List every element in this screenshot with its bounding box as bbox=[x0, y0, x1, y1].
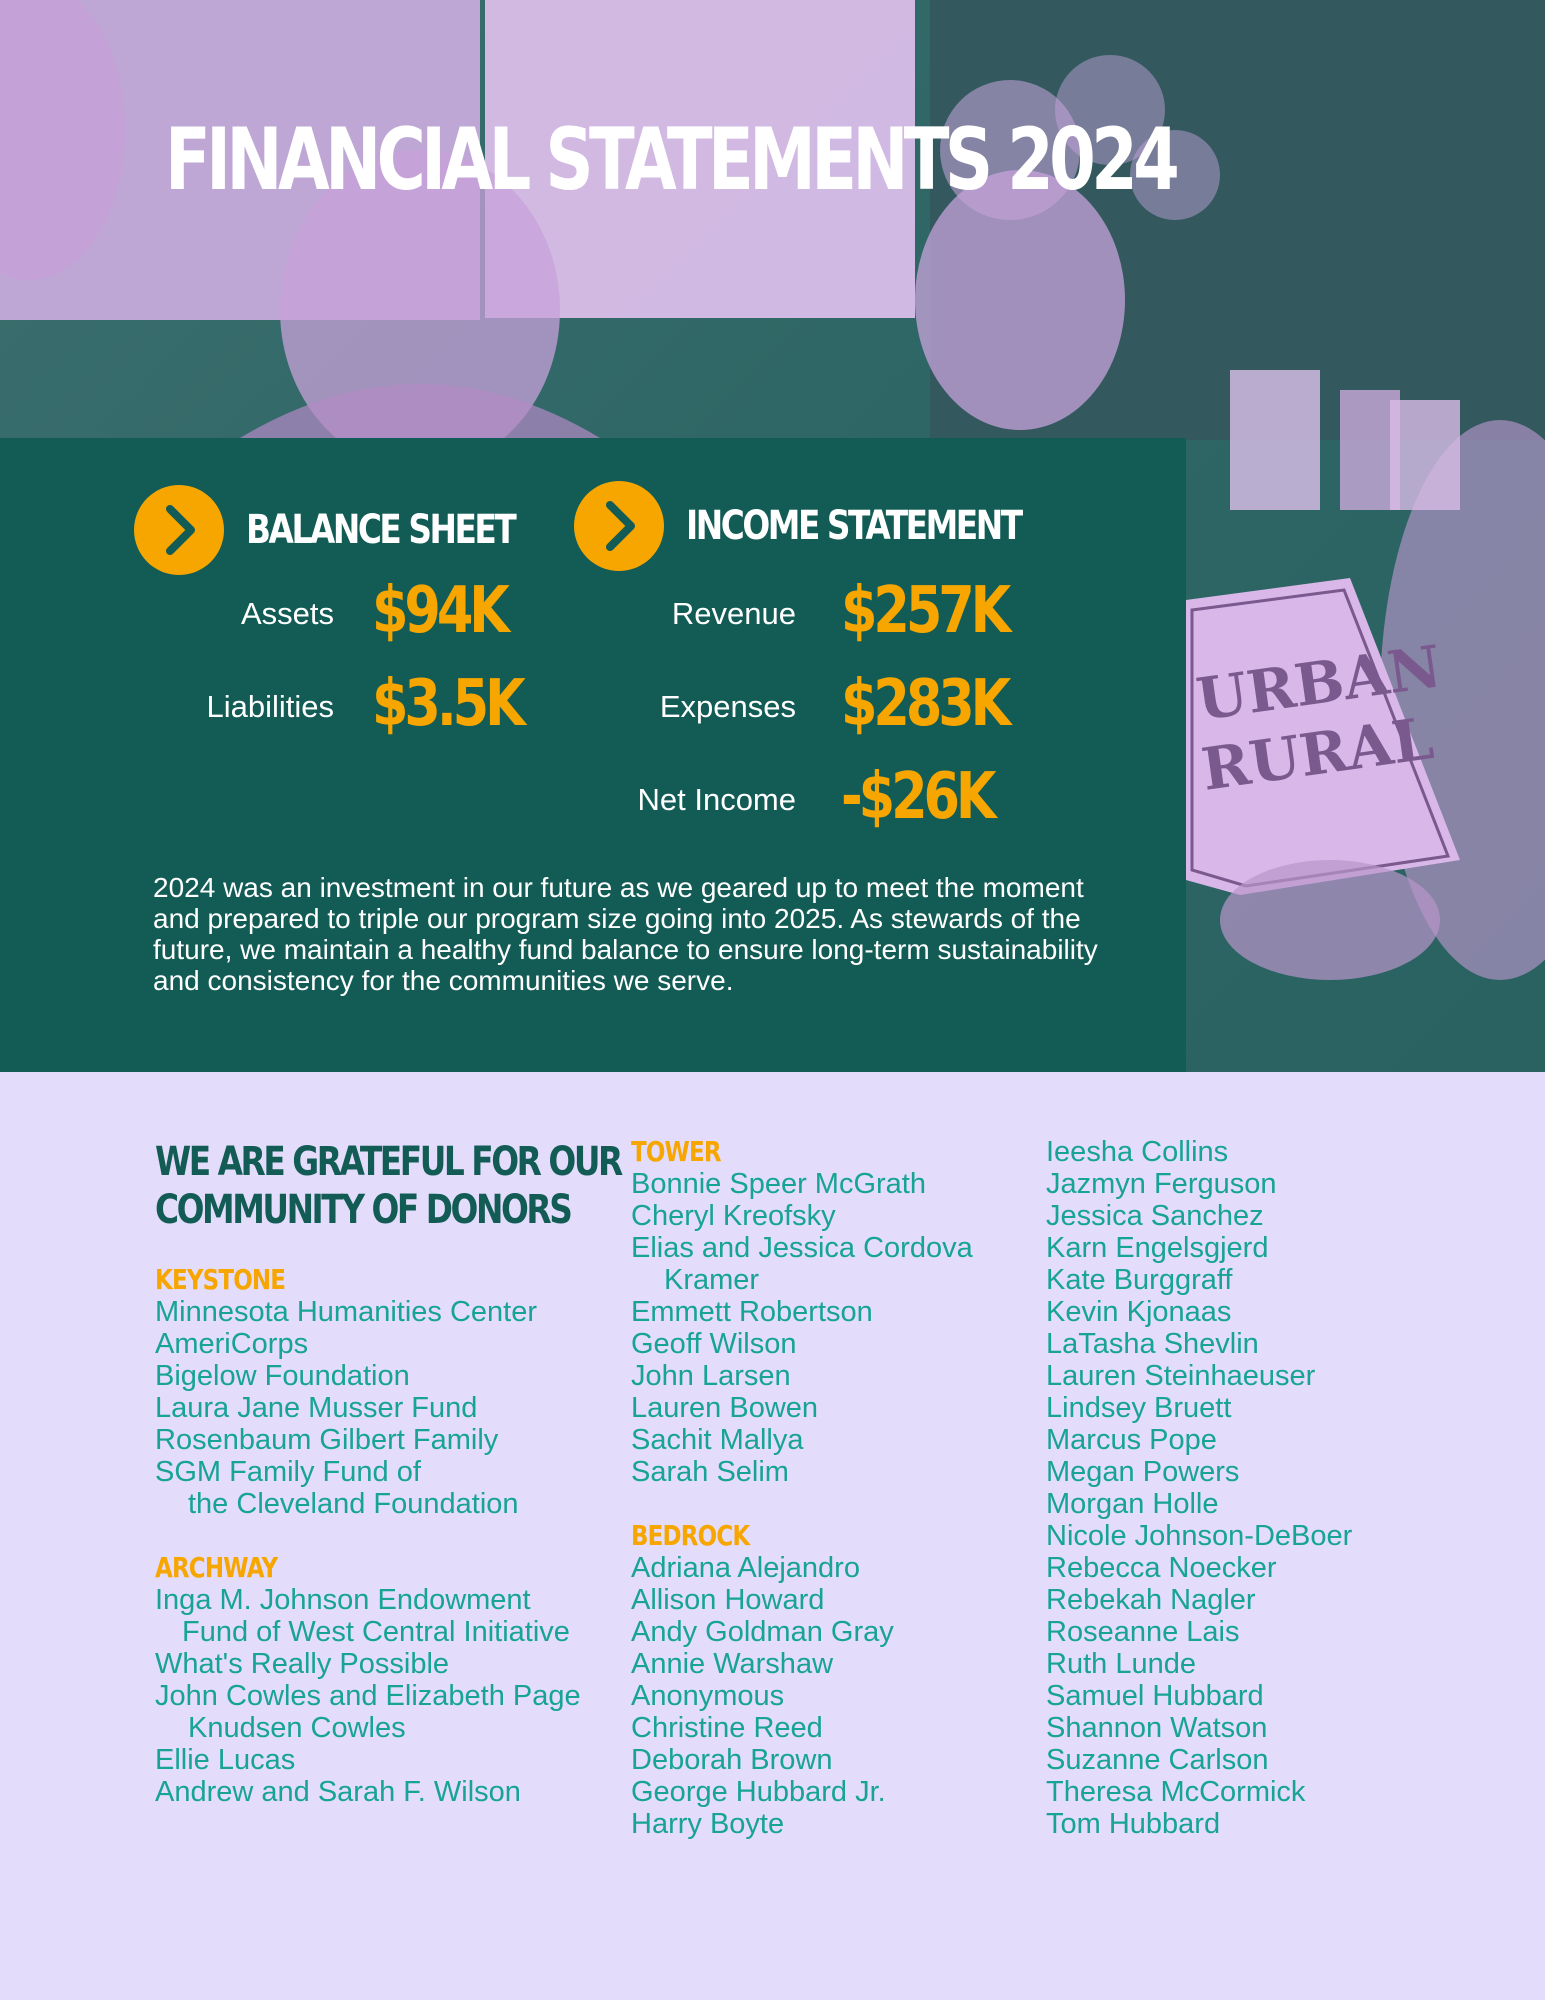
donor-name: Kevin Kjonaas bbox=[1046, 1296, 1232, 1328]
donor-name: Nicole Johnson-DeBoer bbox=[1046, 1520, 1353, 1552]
donor-name: Laura Jane Musser Fund bbox=[155, 1392, 478, 1424]
financial-summary: 2024 was an investment in our future as we geared up to meet the moment and prepared to triple our program size going into 2025. As stewards of the future, we maintain a healthy fund balance to ensure long-term sustainability and consistency for the communities we serve. bbox=[153, 872, 1098, 996]
donor-name: AmeriCorps bbox=[155, 1328, 309, 1360]
donor-name: Harry Boyte bbox=[631, 1808, 785, 1840]
donor-name: Rosenbaum Gilbert Family bbox=[155, 1424, 499, 1456]
donor-name: Geoff Wilson bbox=[631, 1328, 797, 1360]
donor-name: Emmett Robertson bbox=[631, 1296, 873, 1328]
donor-name: Anonymous bbox=[631, 1680, 785, 1712]
donor-name: Adriana Alejandro bbox=[631, 1552, 860, 1584]
liabilities-label: Liabilities bbox=[206, 689, 334, 724]
net-income-value: -$26K bbox=[841, 760, 993, 834]
donor-name: Bigelow Foundation bbox=[155, 1360, 410, 1392]
donor-name: Ellie Lucas bbox=[155, 1744, 296, 1776]
svg-text:RURAL: RURAL bbox=[1197, 704, 1438, 804]
expenses-value: $283K bbox=[841, 667, 1008, 741]
donor-name: Lindsey Bruett bbox=[1046, 1392, 1232, 1424]
expenses-label: Expenses bbox=[659, 689, 796, 724]
donor-column-2 bbox=[631, 1136, 973, 1840]
donor-name: Annie Warshaw bbox=[631, 1648, 834, 1680]
donor-name: Andy Goldman Gray bbox=[631, 1616, 894, 1648]
donor-name: Jazmyn Ferguson bbox=[1046, 1168, 1277, 1200]
donor-name: Rebekah Nagler bbox=[1046, 1584, 1256, 1616]
donor-name: Allison Howard bbox=[631, 1584, 825, 1616]
donor-name: Samuel Hubbard bbox=[1046, 1680, 1264, 1712]
donor-name: Christine Reed bbox=[631, 1712, 823, 1744]
assets-value: $94K bbox=[372, 574, 506, 648]
donors-title-line2: COMMUNITY OF DONORS bbox=[155, 1187, 571, 1233]
balance-sheet-title: BALANCE SHEET bbox=[246, 507, 515, 553]
donor-name: Bonnie Speer McGrath bbox=[631, 1168, 926, 1200]
svg-text:URBAN: URBAN bbox=[1192, 632, 1446, 734]
assets-label: Assets bbox=[240, 596, 334, 631]
net-income-label: Net Income bbox=[637, 782, 796, 817]
revenue-label: Revenue bbox=[671, 596, 796, 631]
donor-name: Elias and Jessica Cordova bbox=[631, 1232, 973, 1264]
donor-name: Sarah Selim bbox=[631, 1456, 789, 1488]
donor-name: SGM Family Fund of bbox=[155, 1456, 421, 1488]
donor-name: LaTasha Shevlin bbox=[1046, 1328, 1259, 1360]
balance-sheet-header bbox=[134, 485, 573, 575]
donor-name: Theresa McCormick bbox=[1046, 1776, 1306, 1808]
donor-name: George Hubbard Jr. bbox=[631, 1776, 886, 1808]
income-statement-header bbox=[574, 481, 1094, 571]
donor-name: Fund of West Central Initiative bbox=[182, 1616, 570, 1648]
donor-name: What's Really Possible bbox=[155, 1648, 450, 1680]
donor-column-1 bbox=[155, 1264, 581, 1808]
donors-title bbox=[155, 1138, 621, 1234]
donors-title-line1: WE ARE GRATEFUL FOR OUR bbox=[155, 1139, 621, 1185]
donor-name: Kramer bbox=[664, 1264, 760, 1296]
chevron-right-icon bbox=[574, 481, 664, 571]
donor-name: Megan Powers bbox=[1046, 1456, 1240, 1488]
donor-name: Marcus Pope bbox=[1046, 1424, 1217, 1456]
donor-name: Ruth Lunde bbox=[1046, 1648, 1196, 1680]
revenue-value: $257K bbox=[841, 574, 1008, 648]
chevron-right-icon bbox=[134, 485, 224, 575]
page-title: FINANCIAL STATEMENTS 2024 bbox=[165, 110, 1176, 210]
donor-name: Rebecca Noecker bbox=[1046, 1552, 1277, 1584]
donor-name: Cheryl Kreofsky bbox=[631, 1200, 836, 1232]
tier-label-keystone: KEYSTONE bbox=[155, 1263, 286, 1296]
donor-name: Minnesota Humanities Center bbox=[155, 1296, 538, 1328]
donor-name: Roseanne Lais bbox=[1046, 1616, 1240, 1648]
donor-name: John Larsen bbox=[631, 1360, 791, 1392]
donor-name: Lauren Bowen bbox=[631, 1392, 819, 1424]
donor-name: Andrew and Sarah F. Wilson bbox=[155, 1776, 521, 1808]
donor-name: Lauren Steinhaeuser bbox=[1046, 1360, 1316, 1392]
donor-name: Knudsen Cowles bbox=[188, 1712, 406, 1744]
donor-name: Tom Hubbard bbox=[1046, 1808, 1221, 1840]
donor-name: Shannon Watson bbox=[1046, 1712, 1268, 1744]
donor-column-3 bbox=[1046, 1136, 1352, 1840]
donor-name: Inga M. Johnson Endowment bbox=[155, 1584, 531, 1616]
donor-name: Jessica Sanchez bbox=[1046, 1200, 1264, 1232]
tier-label-bedrock: BEDROCK bbox=[631, 1519, 750, 1552]
tier-label-archway: ARCHWAY bbox=[155, 1551, 278, 1584]
income-statement-title: INCOME STATEMENT bbox=[686, 503, 1021, 549]
donor-name: the Cleveland Foundation bbox=[188, 1488, 519, 1520]
donor-name: Kate Burggraff bbox=[1046, 1264, 1233, 1296]
donor-name: Karn Engelsgjerd bbox=[1046, 1232, 1269, 1264]
donor-name: Ieesha Collins bbox=[1046, 1136, 1229, 1168]
liabilities-value: $3.5K bbox=[372, 667, 522, 741]
donor-name: Sachit Mallya bbox=[631, 1424, 804, 1456]
donor-name: Deborah Brown bbox=[631, 1744, 833, 1776]
donor-name: Suzanne Carlson bbox=[1046, 1744, 1269, 1776]
tier-label-tower: TOWER bbox=[631, 1135, 721, 1168]
donor-name: John Cowles and Elizabeth Page bbox=[155, 1680, 581, 1712]
donor-name: Morgan Holle bbox=[1046, 1488, 1219, 1520]
